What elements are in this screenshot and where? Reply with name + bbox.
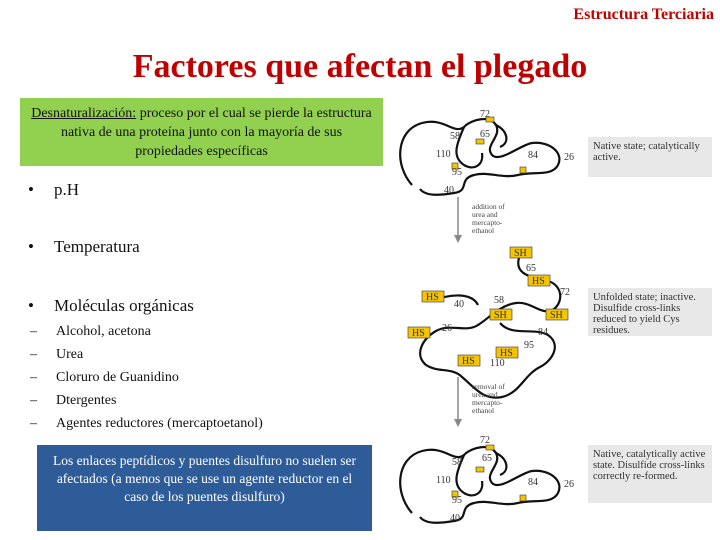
arrow1-text [472,202,505,235]
bullet-item: • Temperatura [28,237,140,256]
svg-text:mercapto-: mercapto- [472,398,503,407]
svg-text:26: 26 [564,479,574,490]
svg-text:HS: HS [412,328,425,339]
cys-labels [408,247,568,366]
sub-item: – Agentes reductores (mercaptoetanol) [30,416,263,431]
arrow2-text [472,382,505,415]
svg-text:95: 95 [452,495,462,506]
svg-text:40: 40 [450,513,460,524]
svg-text:ethanol: ethanol [472,226,495,235]
sub-item: – Urea [30,347,84,362]
svg-text:65: 65 [482,453,492,464]
sub-item: – Alcohol, acetona [30,324,151,339]
svg-text:58: 58 [494,295,504,306]
svg-text:72: 72 [480,435,490,446]
refolded-state-label: Native, catalytically active state. Disulfide cross-links correctly re-formed. [588,445,712,503]
svg-text:40: 40 [444,185,454,196]
svg-text:72: 72 [560,287,570,298]
svg-text:65: 65 [480,129,490,140]
svg-text:HS: HS [426,292,439,303]
svg-text:SH: SH [494,310,507,321]
svg-text:SH: SH [550,310,563,321]
svg-text:58: 58 [452,457,462,468]
svg-text:84: 84 [528,477,538,488]
svg-text:removal of: removal of [472,382,505,391]
svg-text:58: 58 [450,131,460,142]
svg-text:110: 110 [490,358,505,369]
svg-text:26: 26 [564,152,574,163]
native-state-label: Native state; catalytically active. [588,137,712,177]
svg-text:40: 40 [454,299,464,310]
svg-text:SH: SH [514,248,527,259]
denaturation-diagram [392,105,720,535]
bullet-item: • p.H [28,180,80,199]
sub-item: – Dtergentes [30,393,117,408]
definition-text: proceso por el cual se pierde la estructura nativa de una proteína junto con la mayoría de sus propiedades específicas [60,106,372,159]
bullet-item: • Moléculas orgánicas [28,296,194,315]
definition-term: Desnaturalización: [31,106,137,121]
svg-text:HS: HS [462,356,475,367]
definition-box [20,98,383,166]
svg-text:HS: HS [532,276,545,287]
svg-text:mercapto-: mercapto- [472,218,503,227]
svg-text:addition of: addition of [472,202,505,211]
note-box: Los enlaces peptídicos y puentes disulfuro no suelen ser afectados (a menos que se use un agente reductor en el caso de los puentes disulfuro) [37,445,372,531]
svg-text:ethanol: ethanol [472,406,495,415]
svg-text:84: 84 [528,150,538,161]
svg-text:65: 65 [526,263,536,274]
svg-text:110: 110 [436,149,451,160]
svg-text:HS: HS [500,348,513,359]
sub-item: – Cloruro de Guanidino [30,370,179,385]
unfolded-state-label: Unfolded state; inactive. Disulfide cross-links reduced to yield Cys residues. [588,288,712,336]
unfolded-labels [412,248,570,369]
section-title: Estructura Terciaria [573,6,714,23]
svg-text:95: 95 [452,167,462,178]
svg-text:110: 110 [436,475,451,486]
svg-text:84: 84 [538,327,548,338]
svg-text:95: 95 [524,340,534,351]
svg-text:urea and: urea and [472,210,498,219]
svg-text:urea and: urea and [472,390,498,399]
svg-text:72: 72 [480,109,490,120]
page-title: Factores que afectan el plegado [132,48,588,85]
svg-text:26: 26 [442,323,452,334]
